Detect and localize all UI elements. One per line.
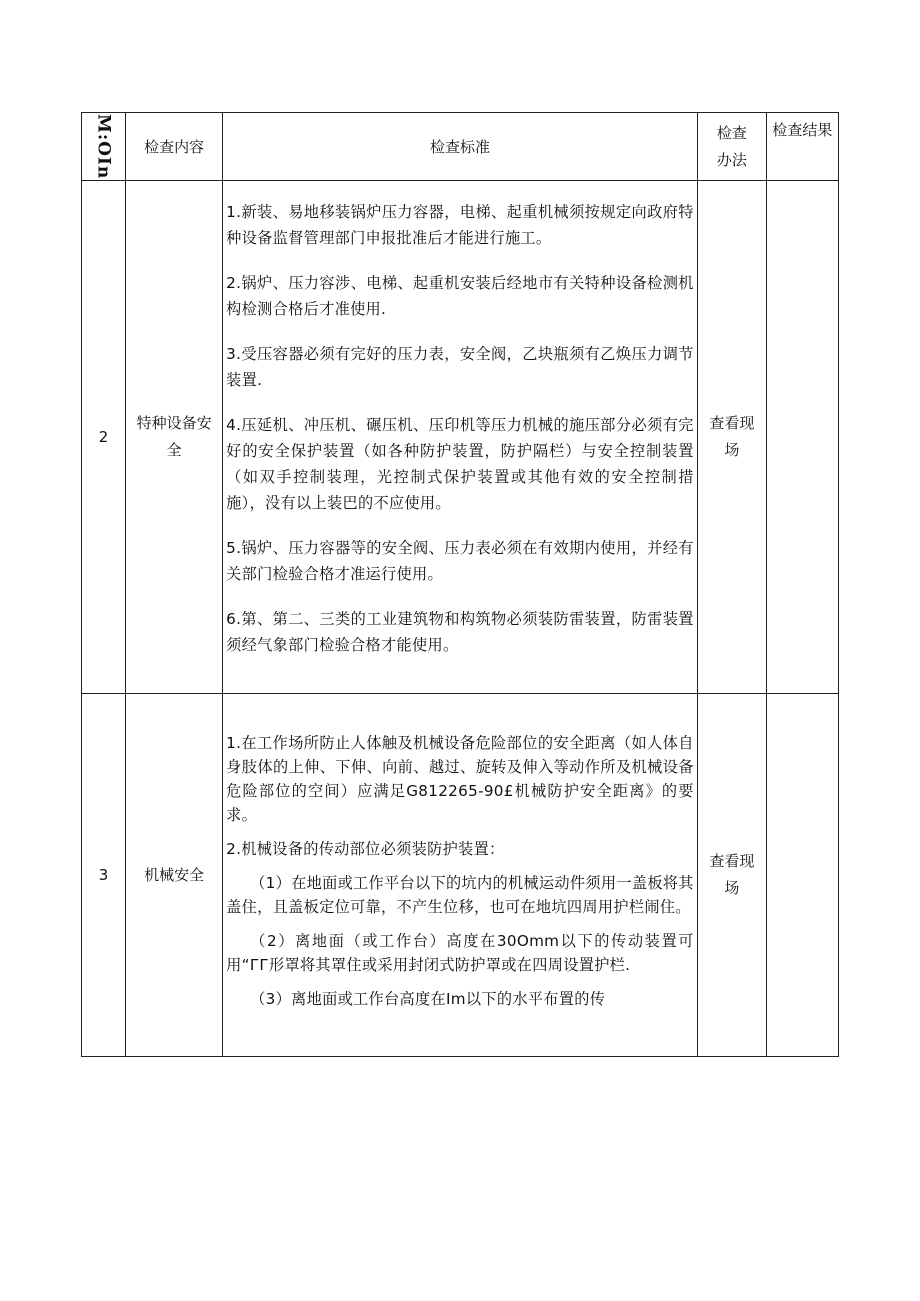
row-standards (223, 694, 698, 1057)
row-standards (223, 181, 698, 694)
row-item-text: 机械安全 (144, 865, 205, 884)
row-item (126, 694, 223, 1057)
row-no: 2 (82, 181, 126, 694)
row-result (766, 181, 838, 694)
row-item-text: 特种设备安全 (136, 414, 212, 459)
header-method-line2: 办法 (716, 150, 747, 169)
row-result (766, 694, 838, 1057)
row-item (126, 181, 223, 694)
standard-item: 3.受压容器必须有完好的压力表，安全阀，乙块瓶须有乙焕压力调节装置. (226, 345, 694, 389)
header-row (82, 113, 839, 181)
standard-item: 5.锅炉、压力容器等的安全阀、压力表必须在有效期内使用，并经有关部门检验合格才准运行使用。 (226, 539, 694, 583)
standard-item: 1.在工作场所防止人体触及机械设备危险部位的安全距离（如人体自身肢体的上伸、下伸、向前、越过、旋转及伸入等动作所及机械设备危险部位的空间）应满足G812265-90£机械防护安全距离》的要求。 (226, 734, 694, 824)
header-item: 检查内容 (126, 113, 223, 181)
table-row (82, 694, 839, 1057)
header-no-text: M:OIn (93, 113, 114, 180)
header-result: 检查结果 (766, 113, 838, 181)
row-method (697, 694, 766, 1057)
standard-item: （1）在地面或工作平台以下的坑内的机械运动件须用一盖板将其盖住，且盖板定位可靠，不产生位移，也可在地坑四周用护栏闹住。 (226, 874, 694, 916)
standard-item: 1.新装、易地移装锅炉压力容器，电梯、起重机械须按规定向政府特种设备监督管理部门申报批准后才能进行施工。 (226, 203, 694, 247)
header-method-line1: 检查 (716, 123, 747, 142)
standard-item: （3）离地面或工作台高度在Im以下的水平布置的传 (250, 990, 606, 1008)
row-method (697, 181, 766, 694)
header-method (697, 113, 766, 181)
standard-item: 6.第、第二、三类的工业建筑物和构筑物必须装防雷装置，防雷装置须经气象部门检验合格才能使用。 (226, 610, 694, 654)
standard-item: 4.压延机、冲压机、碾压机、压印机等压力机械的施压部分必须有完好的安全保护装置（如各种防护装置，防护隔栏）与安全控制装置（如双手控制装理，光控制式保护装置或其他有效的安全控制措施），没有以上装巴的不应使用。 (226, 416, 694, 512)
inspection-table (81, 112, 839, 1057)
table-row (82, 181, 839, 694)
standard-item: （2）离地面（或工作台）高度在30Omm以下的传动装置可用“ГГ形罩将其罩住或采用封闭式防护罩或在四周设置护栏. (226, 932, 694, 974)
standard-item: 2.锅炉、压力容涉、电梯、起重机安装后经地市有关特种设备检测机构检测合格后才准使用. (226, 274, 694, 318)
row-method-text: 查看现场 (709, 414, 755, 459)
header-standard: 检查标准 (223, 113, 698, 181)
standard-item: 2.机械设备的传动部位必须装防护装置： (226, 840, 505, 858)
header-no (82, 113, 126, 181)
row-method-text: 查看现场 (709, 852, 755, 897)
row-no: 3 (82, 694, 126, 1057)
